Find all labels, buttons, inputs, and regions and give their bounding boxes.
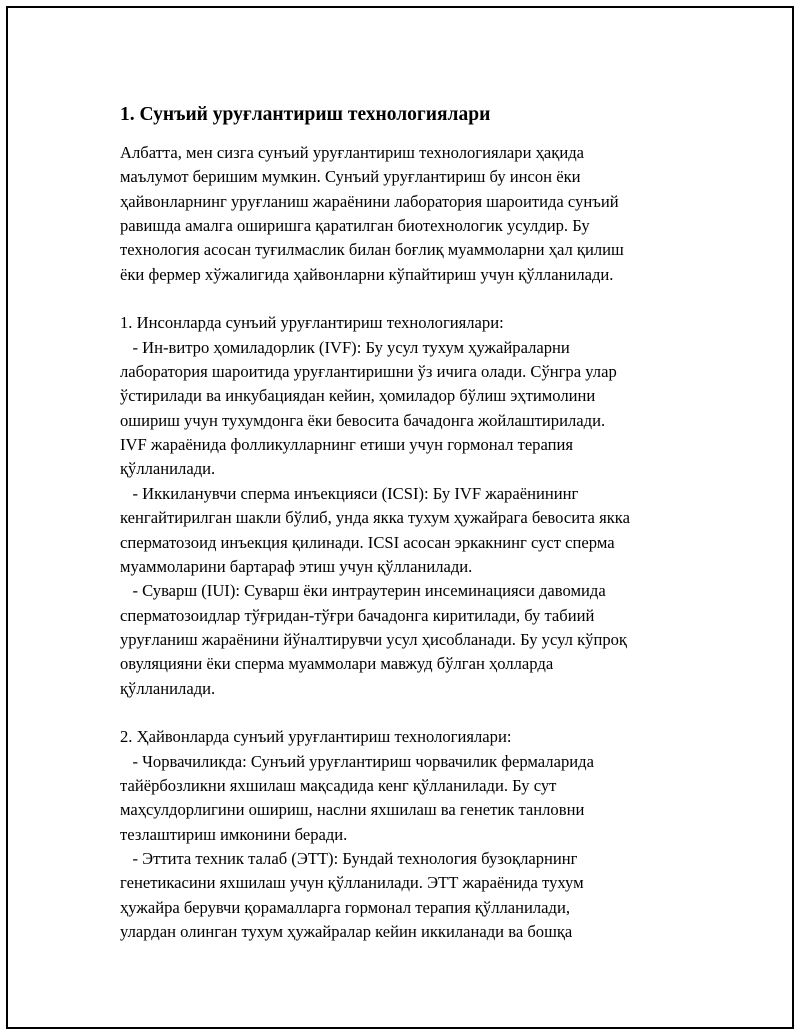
text-line: IVF жараёнида фолликулларнинг етиши учун гормонал терапия <box>120 435 574 455</box>
text-line: ўстирилади ва инкубациядан кейин, ҳомиладор бўлиш эҳтимолини <box>120 386 596 406</box>
text-line: қўлланилади. <box>120 459 216 479</box>
text-line: сперматозоидлар тўғридан-тўғри бачадонга киритилади, бу табиий <box>120 605 595 625</box>
text-line: улардан олинган тухум ҳужайралар кейин иккиланади ва бошқа <box>120 922 573 941</box>
text-line: уруғланиш жараёнини йўналтирувчи усул ҳисобланади. Бу усул кўпроқ <box>120 629 627 649</box>
text-line: ошириш учун тухумдонга ёки бевосита бачадонга жойлаштирилади. <box>120 410 606 430</box>
text-line: 1. Инсонларда сунъий уруғлантириш технологиялари: <box>120 313 504 333</box>
text-line: қўлланилади. <box>120 678 216 698</box>
document-heading: 1. Сунъий уруғлантириш технологиялари <box>120 104 491 125</box>
text-line: - Ин-витро ҳомиладорлик (IVF): Бу усул тухум ҳужайраларни <box>120 337 570 357</box>
text-line: тайёрбозликни яхшилаш мақсадида кенг қўлланилади. Бу сут <box>120 775 557 795</box>
text-line: ҳужайра берувчи қорамалларга гормонал терапия қўлланилади, <box>120 897 571 917</box>
text-line: кенгайтирилган шакли бўлиб, унда якка тухум ҳужайрага бевосита якка <box>120 508 630 528</box>
text-line: тезлаштириш имконини беради. <box>120 824 348 844</box>
text-line: Албатта, мен сизга сунъий уруғлантириш технологиялари ҳақида <box>120 143 585 162</box>
text-line: маҳсулдорлигини ошириш, наслни яхшилаш ва генетик танловни <box>120 800 585 820</box>
document-body <box>120 103 680 944</box>
text-line: генетикасини яхшилаш учун қўлланилади. ЭТТ жараёнида тухум <box>120 873 584 893</box>
text-line: маълумот беришим мумкин. Сунъий уруғлантириш бу инсон ёки <box>120 167 581 187</box>
blank-line <box>120 701 680 725</box>
text-line: муаммоларини бартараф этиш учун қўлланилади. <box>120 556 473 576</box>
document-text <box>120 141 680 944</box>
text-line: ҳайвонларнинг уруғланиш жараёнини лаборатория шароитида сунъий <box>120 191 619 211</box>
text-line: - Эттита техник талаб (ЭТТ): Бундай технология бузоқларнинг <box>120 848 578 868</box>
blank-line <box>120 287 680 311</box>
text-line: - Иккиланувчи сперма инъекцияси (ICSI): Бу IVF жараёнининг <box>120 483 579 503</box>
text-line: лаборатория шароитида уруғлантиришни ўз ичига олади. Сўнгра улар <box>120 362 617 382</box>
text-line: 2. Ҳайвонларда сунъий уруғлантириш технологиялари: <box>120 727 512 747</box>
text-line: равишда амалга оширишга қаратилган биотехнологик усулдир. Бу <box>120 216 590 236</box>
text-line: технология асосан туғилмаслик билан боғлиқ муаммоларни ҳал қилиш <box>120 240 624 260</box>
text-line: сперматозоид инъекция қилинади. ICSI асосан эркакнинг суст сперма <box>120 532 615 552</box>
text-line: - Суварш (IUI): Суварш ёки интраутерин инсеминацияси давомида <box>120 581 606 601</box>
text-line: овуляцияни ёки сперма муаммолари мавжуд бўлган ҳолларда <box>120 654 554 674</box>
text-line: - Чорвачиликда: Сунъий уруғлантириш чорвачилик фермаларида <box>120 751 594 771</box>
document-page <box>6 6 794 1029</box>
text-line: ёки фермер хўжалигида ҳайвонларни кўпайтириш учун қўлланилади. <box>120 264 614 284</box>
